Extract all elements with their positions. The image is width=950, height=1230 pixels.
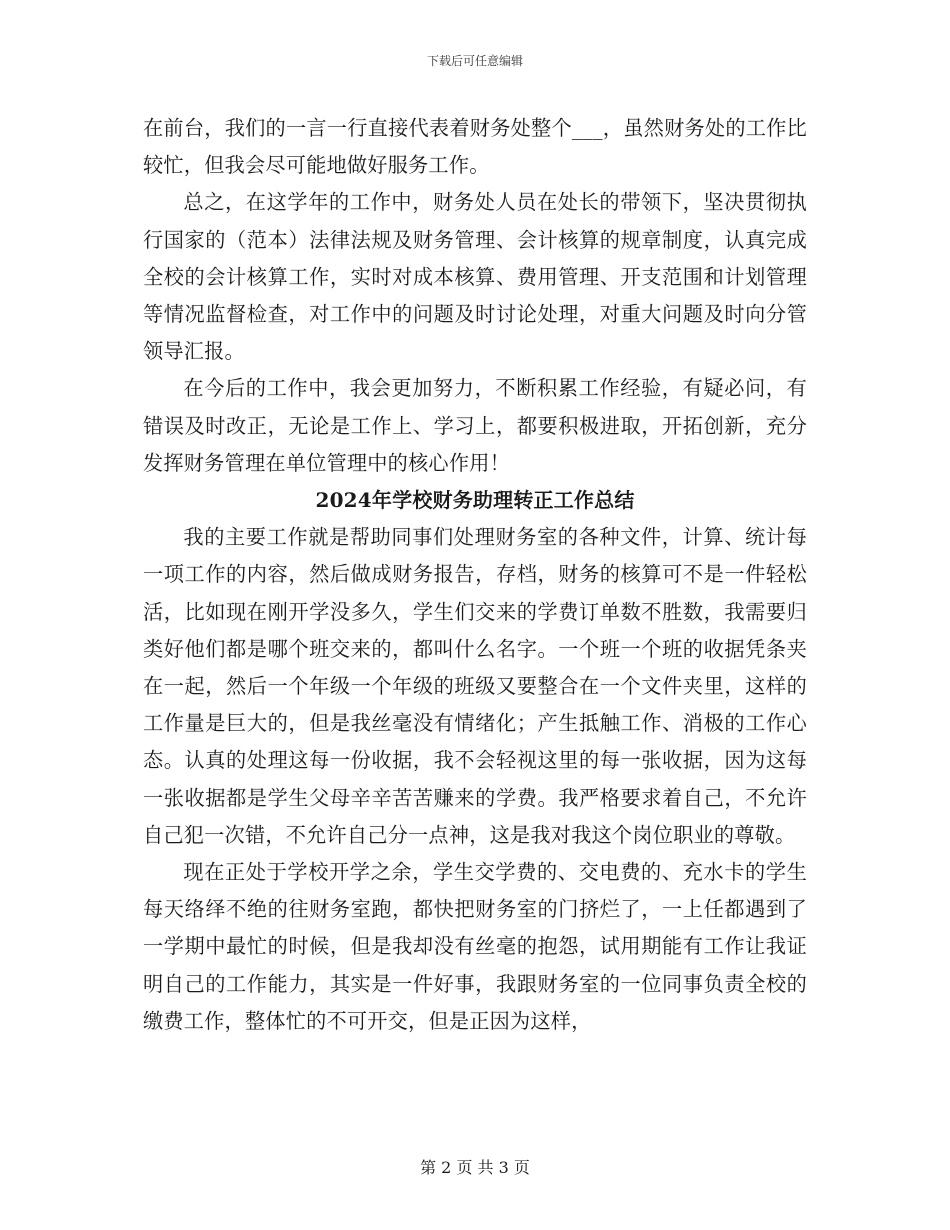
paragraph: 在今后的工作中，我会更加努力，不断积累工作经验，有疑必问，有错误及时改正，无论是工作上、学习上，都要积极进取，开拓创新，充分发挥财务管理在单位管理中的核心作用！ xyxy=(143,376,807,475)
page-header: 下载后可任意编辑 xyxy=(426,54,523,68)
paragraph: 总之，在这学年的工作中，财务处人员在处长的带领下，坚决贯彻执行国家的（范本）法律法规及财务管理、会计核算的规章制度，认真完成全校的会计核算工作，实时对成本核算、费用管理、开支范围和计划管理等情况监督检查，对工作中的问题及时讨论处理，对重大问题及时向分管领导汇报。 xyxy=(143,190,807,364)
document-body xyxy=(143,110,807,1040)
page-number: 第 2 页 共 3 页 xyxy=(420,1158,530,1177)
paragraph: 我的主要工作就是帮助同事们处理财务室的各种文件，计算、统计每一项工作的内容，然后做成财务报告，存档，财务的核算可不是一件轻松活，比如现在刚开学没多久，学生们交来的学费订单数不胜数，我需要归类好他们都是哪个班交来的，都叫什么名字。一个班一个班的收据凭条夹在一起，然后一个年级一个年级的班级又要整合在一个文件夹里，这样的工作量是巨大的，但是我丝毫没有情绪化；产生抵触工作、消极的工作心态。认真的处理这每一份收据，我不会轻视这里的每一张收据，因为这每一张收据都是学生父母辛辛苦苦赚来的学费。我严格要求着自己，不允许自己犯一次错，不允许自己分一点神，这是我对我这个岗位职业的尊敬。 xyxy=(143,525,807,847)
section-title: 2024年学校财务助理转正工作总结 xyxy=(315,488,635,513)
paragraph: 在前台，我们的一言一行直接代表着财务处整个___，虽然财务处的工作比较忙，但我会尽可能地做好服务工作。 xyxy=(143,116,807,178)
paragraph: 现在正处于学校开学之余，学生交学费的、交电费的、充水卡的学生每天络绎不绝的往财务室跑，都快把财务室的门挤烂了，一上任都遇到了一学期中最忙的时候，但是我却没有丝毫的抱怨，试用期能有工作让我证明自己的工作能力，其实是一件好事，我跟财务室的一位同事负责全校的缴费工作，整体忙的不可开交，但是正因为这样， xyxy=(143,860,807,1033)
